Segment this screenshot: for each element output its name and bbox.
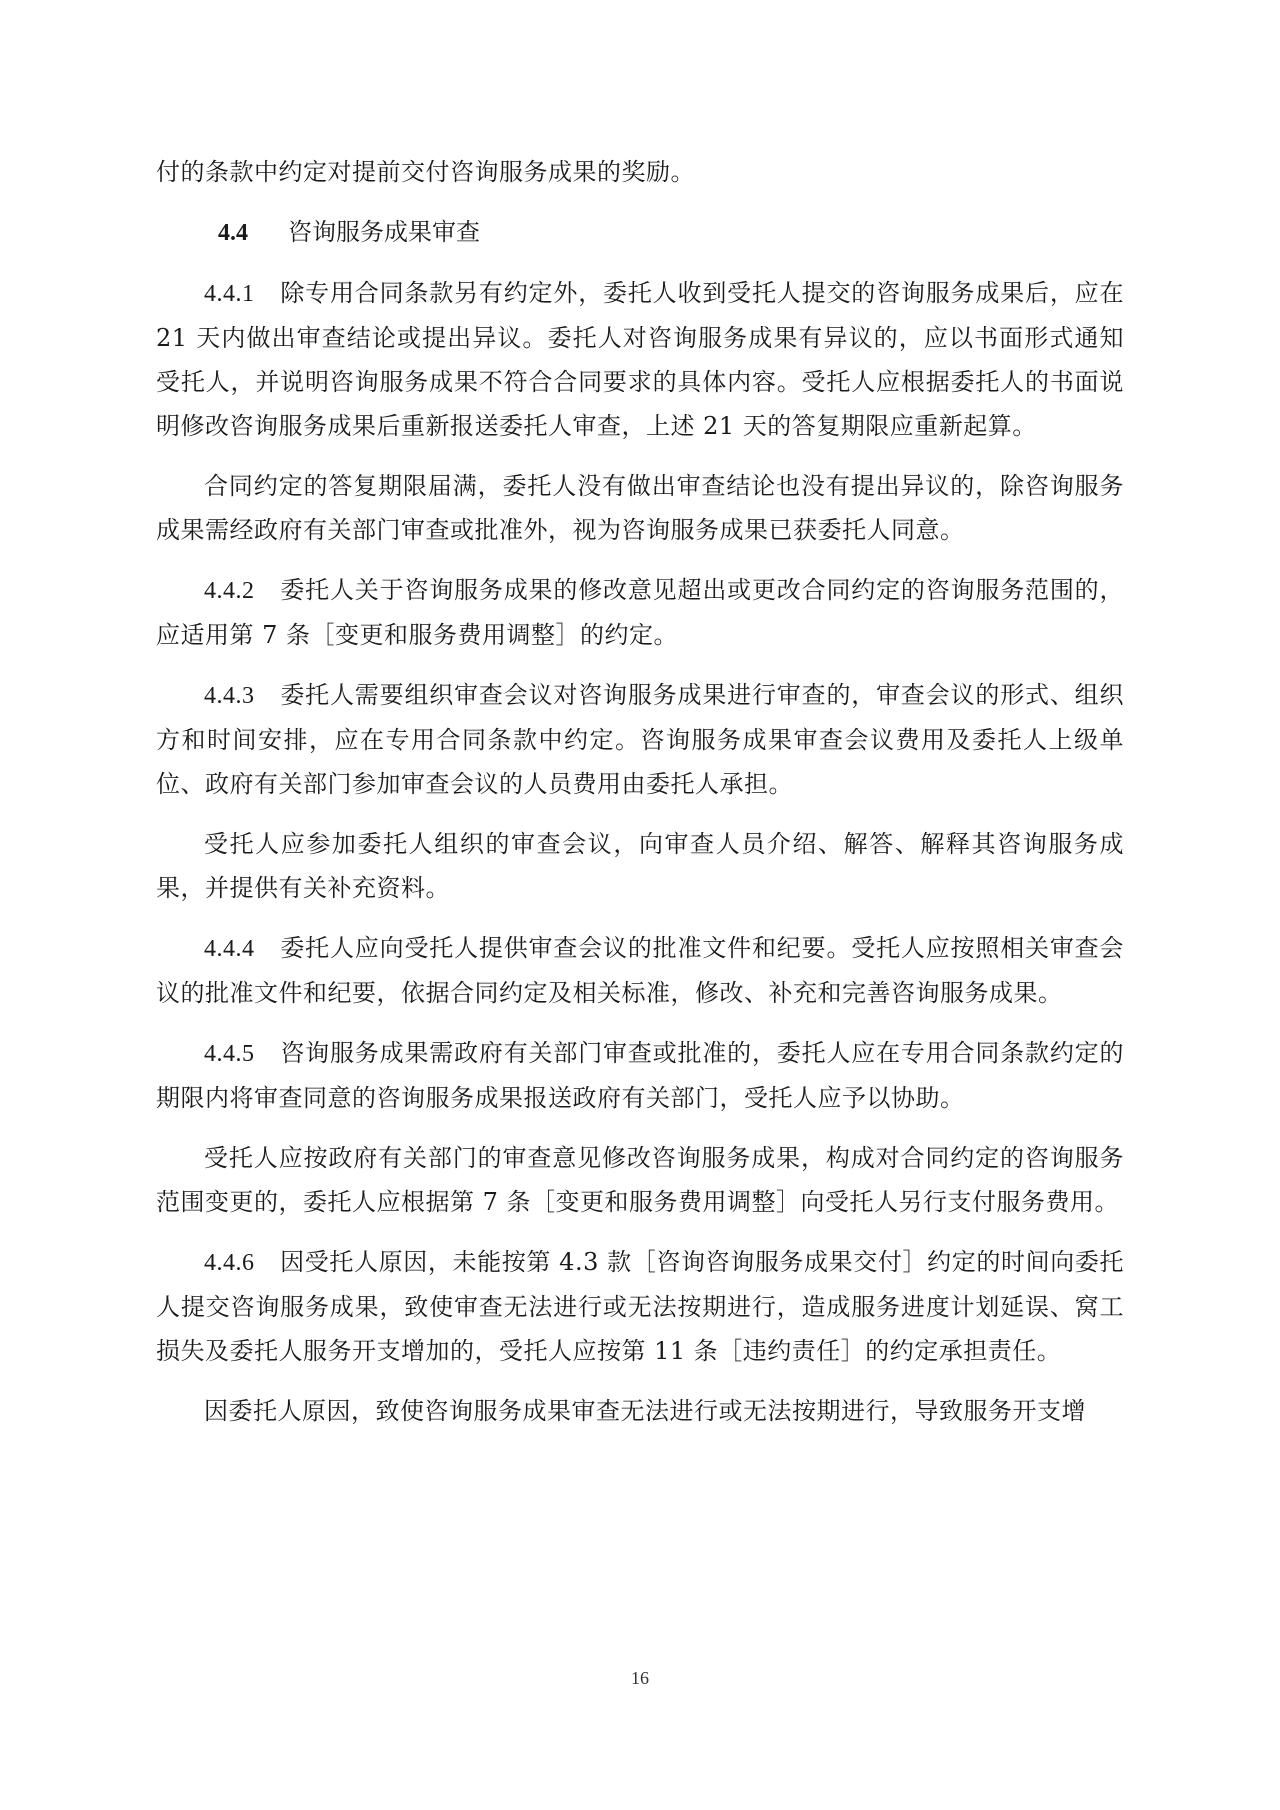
clause-4-4-1	[156, 271, 1124, 448]
paragraph-4-4-6-b: 因委托人原因，致使咨询服务成果审查无法进行或无法按期进行，导致服务开支增	[204, 1397, 1086, 1425]
paragraph-4-4-5-b: 受托人应按政府有关部门的审查意见修改咨询服务成果，构成对合同约定的咨询服务范围变更的，委托人应根据第 7 条［变更和服务费用调整］向受托人另行支付服务费用。	[156, 1144, 1124, 1216]
clause-number: 4.4.2	[204, 578, 255, 604]
clause-4-4-6	[156, 1240, 1124, 1373]
clause-4-4-4	[156, 926, 1124, 1015]
section-title: 咨询服务成果审查	[288, 218, 480, 246]
paragraph-continuation: 付的条款中约定对提前交付咨询服务成果的奖励。	[156, 158, 695, 186]
clause-number: 4.4.5	[204, 1041, 255, 1067]
clause-text: 因受托人原因，未能按第 4.3 款［咨询咨询服务成果交付］约定的时间向委托人提交咨询服务成果，致使审查无法进行或无法按期进行，造成服务进度计划延误、窝工损失及委托人服务开支增加的，受托人应按第 11 条［违约责任］的约定承担责任。	[156, 1248, 1124, 1365]
page-number: 16	[631, 1668, 649, 1688]
clause-text: 委托人关于咨询服务成果的修改意见超出或更改合同约定的咨询服务范围的，应适用第 7 条［变更和服务费用调整］的约定。	[156, 576, 1124, 649]
section-number: 4.4	[218, 220, 248, 246]
clause-number: 4.4.3	[204, 683, 255, 709]
clause-text: 除专用合同条款另有约定外，委托人收到受托人提交的咨询服务成果后，应在 21 天内做出审查结论或提出异议。委托人对咨询服务成果有异议的，应以书面形式通知受托人，并说明咨询服务成果不符合合同要求的具体内容。受托人应根据委托人的书面说明修改咨询服务成果后重新报送委托人审查，上述 21 天的答复期限应重新起算。	[156, 279, 1124, 440]
document-body	[156, 150, 1124, 1449]
clause-4-4-2	[156, 568, 1124, 657]
clause-text: 委托人应向受托人提供审查会议的批准文件和纪要。受托人应按照相关审查会议的批准文件和纪要，依据合同约定及相关标准，修改、补充和完善咨询服务成果。	[156, 934, 1124, 1007]
section-heading-4-4	[156, 210, 1124, 255]
clause-number: 4.4.4	[204, 936, 255, 962]
paragraph-4-4-1-b: 合同约定的答复期限届满，委托人没有做出审查结论也没有提出异议的，除咨询服务成果需经政府有关部门审查或批准外，视为咨询服务成果已获委托人同意。	[156, 472, 1124, 544]
clause-text: 咨询服务成果需政府有关部门审查或批准的，委托人应在专用合同条款约定的期限内将审查同意的咨询服务成果报送政府有关部门，受托人应予以协助。	[156, 1039, 1124, 1112]
clause-number: 4.4.6	[204, 1250, 255, 1276]
paragraph-4-4-3-b: 受托人应参加委托人组织的审查会议，向审查人员介绍、解答、解释其咨询服务成果，并提供有关补充资料。	[156, 830, 1124, 902]
clause-text: 委托人需要组织审查会议对咨询服务成果进行审查的，审查会议的形式、组织方和时间安排，应在专用合同条款中约定。咨询服务成果审查会议费用及委托人上级单位、政府有关部门参加审查会议的人员费用由委托人承担。	[156, 681, 1124, 798]
clause-number: 4.4.1	[204, 281, 255, 307]
clause-4-4-5	[156, 1031, 1124, 1120]
clause-4-4-3	[156, 673, 1124, 806]
